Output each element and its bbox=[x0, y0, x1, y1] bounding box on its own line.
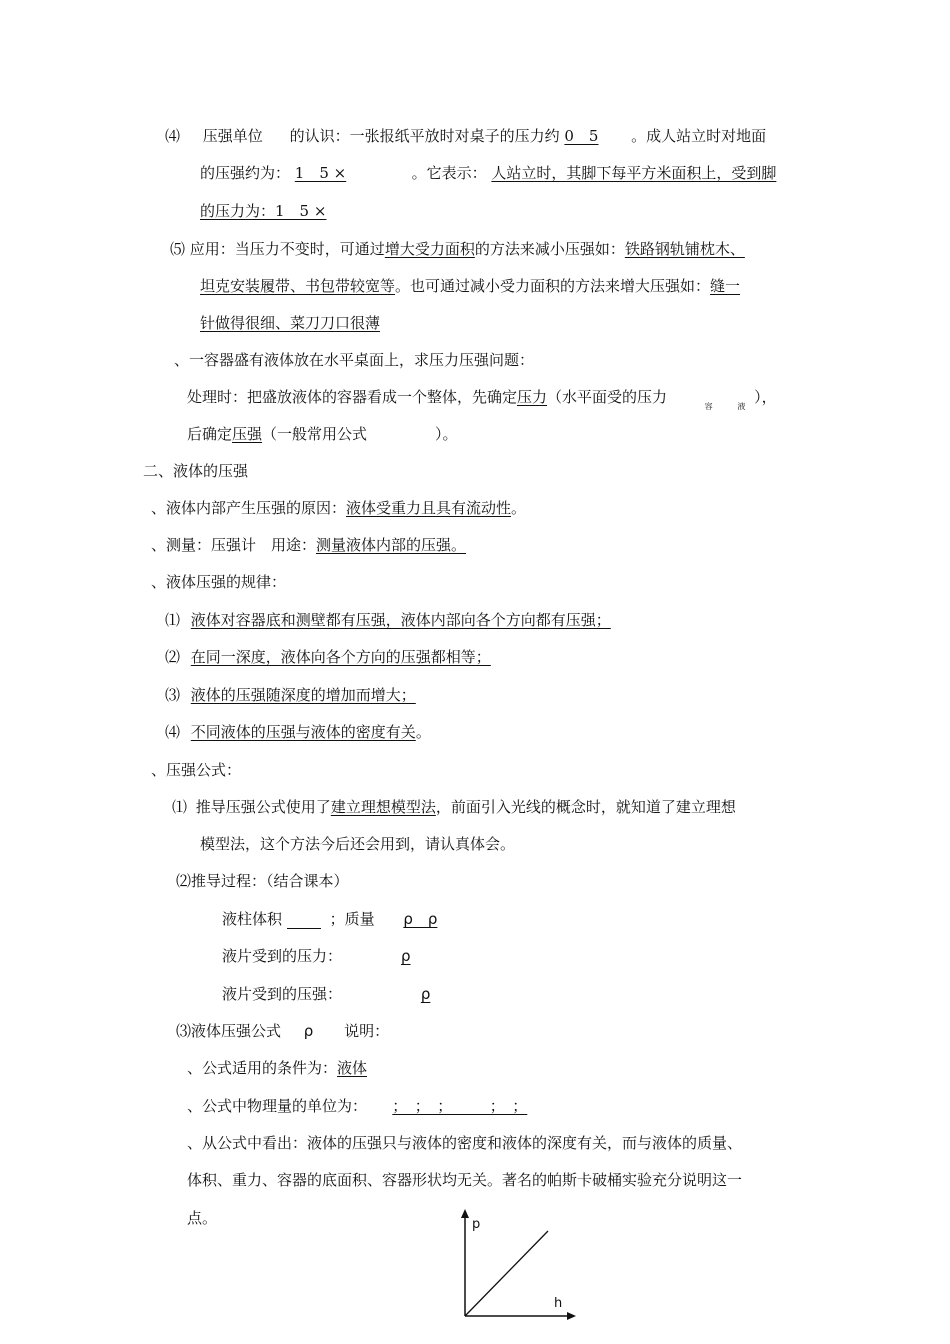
fill-blank bbox=[287, 912, 321, 929]
text: 说明： bbox=[344, 1022, 390, 1040]
formula-heading: 、压强公式： bbox=[151, 761, 242, 779]
text: （一般常用公式 bbox=[262, 425, 368, 443]
text: 、液体内部产生压强的原因： bbox=[151, 499, 347, 517]
conclusion-line2: 体积、重力、容器的底面积、容器形状均无关。著名的帕斯卡破桶实验充分说明这一 bbox=[187, 1171, 743, 1189]
text: ）， bbox=[754, 388, 777, 406]
fill-blank: 1 5 × bbox=[275, 202, 327, 220]
text: 推导压强公式使用了 bbox=[195, 798, 331, 816]
section-title: 二、液体的压强 bbox=[143, 462, 249, 480]
text: 。成人站立时对地面 bbox=[631, 127, 767, 145]
pressure-depth-graph bbox=[452, 1206, 582, 1322]
fill-blank: 0 5 bbox=[564, 127, 599, 145]
cause-line bbox=[151, 498, 526, 518]
text: ）。 bbox=[435, 425, 458, 443]
item-number: ⑷ bbox=[165, 723, 181, 741]
underlined-answer: 针做得很细、菜刀刀口很薄 bbox=[200, 314, 381, 332]
text: （水平面受的压力 bbox=[547, 388, 668, 406]
rho-symbol: ρ bbox=[303, 1022, 314, 1040]
text: ；质量 bbox=[329, 910, 375, 928]
text: 、公式适用的条件为： bbox=[187, 1059, 338, 1077]
text: 压强单位 bbox=[202, 127, 263, 145]
text: 、测量：压强计 用途： bbox=[151, 536, 317, 554]
derivation-volume bbox=[222, 909, 461, 929]
y-axis-label: p bbox=[472, 1217, 481, 1232]
item-number: ⑸ bbox=[170, 240, 186, 258]
item-number: ⑴ bbox=[165, 611, 181, 629]
text: 的方法来减小压强如： bbox=[474, 240, 625, 258]
formula1-line1 bbox=[172, 797, 736, 817]
subscript: 容 bbox=[704, 402, 713, 411]
x-axis-label: h bbox=[554, 1296, 563, 1311]
item4-line3 bbox=[200, 201, 369, 221]
underlined-answer: 不同液体的压强与液体的密度有关 bbox=[190, 723, 416, 741]
item-number: ⑶ bbox=[165, 686, 181, 704]
law-heading: 、液体压强的规律： bbox=[151, 573, 287, 591]
text: 的压强约为： bbox=[200, 164, 291, 182]
item-number: ⑷ bbox=[165, 127, 181, 145]
derivation-force bbox=[222, 946, 465, 966]
underlined-answer: 压强 bbox=[232, 425, 263, 443]
underlined-answer: 液体受重力且具有流动性 bbox=[346, 499, 512, 517]
fill-blank: 1 5 × bbox=[294, 164, 347, 182]
pressure-line bbox=[465, 1231, 548, 1316]
fill-blank: ρ bbox=[401, 947, 411, 965]
derivation-pressure bbox=[222, 984, 442, 1004]
underlined-answer: 液体 bbox=[337, 1059, 368, 1077]
item5-line1 bbox=[170, 239, 745, 259]
text: 。 bbox=[511, 499, 527, 517]
text: 应用：当压力不变时，可通过 bbox=[189, 240, 385, 258]
conclusion-line1: 、从公式中看出：液体的压强只与液体的密度和液体的深度有关，而与液体的质量、 bbox=[187, 1134, 743, 1152]
underlined-answer: 铁路钢轨铺枕木、 bbox=[624, 240, 745, 258]
item4-line2 bbox=[200, 163, 776, 183]
measure-line bbox=[151, 535, 466, 555]
underlined-answer: 液体的压强随深度的增加而增大； bbox=[190, 686, 416, 704]
text: 液柱体积 bbox=[222, 910, 283, 928]
text: 。 bbox=[415, 723, 431, 741]
x-axis-arrow bbox=[567, 1312, 576, 1320]
text: 。它表示： bbox=[411, 164, 487, 182]
item5-line3 bbox=[200, 313, 380, 333]
text: 液片受到的压力： bbox=[222, 947, 343, 965]
underlined-answer: 增大受力面积 bbox=[384, 240, 475, 258]
underlined-answer: 人站立时，其脚下每平方米面积上，受到脚 bbox=[491, 164, 777, 182]
text: 液片受到的压强： bbox=[222, 985, 343, 1003]
subscript: 液 bbox=[737, 402, 746, 411]
law-item bbox=[165, 647, 491, 667]
law-item bbox=[165, 685, 416, 705]
underlined-answer: 测量液体内部的压强。 bbox=[316, 536, 467, 554]
units-line bbox=[187, 1096, 548, 1116]
container-line1 bbox=[187, 387, 777, 410]
formula1-line2: 模型法，这个方法今后还会用到，请认真体会。 bbox=[200, 835, 516, 853]
condition-line bbox=[187, 1058, 367, 1078]
fill-blank: ； ； ； ； ； bbox=[392, 1097, 528, 1115]
text: 。也可通过减小受力面积的方法来增大压强如： bbox=[395, 277, 711, 295]
underlined-answer: 液体对容器底和测壁都有压强，液体内部向各个方向都有压强； bbox=[190, 611, 611, 629]
law-item bbox=[165, 722, 431, 742]
y-axis-arrow bbox=[461, 1209, 469, 1218]
underlined-answer: 坦克安装履带、书包带较宽等 bbox=[200, 277, 396, 295]
item-number: ⑴ bbox=[172, 798, 188, 816]
item5-line2 bbox=[200, 276, 740, 296]
fill-blank: ρ ρ bbox=[403, 910, 438, 928]
text: 、公式中物理量的单位为： bbox=[187, 1097, 368, 1115]
formula2-heading: ⑵推导过程：（结合课本） bbox=[176, 872, 349, 890]
fill-blank: ρ bbox=[420, 985, 431, 1003]
underlined-answer: 的压力为： bbox=[200, 202, 276, 220]
text: ⑶液体压强公式 bbox=[176, 1022, 282, 1040]
law-item bbox=[165, 610, 611, 630]
item4-line1 bbox=[165, 126, 766, 146]
text: 的认识：一张报纸平放时对桌子的压力约 bbox=[289, 127, 560, 145]
text: 处理时：把盛放液体的容器看成一个整体，先确定 bbox=[187, 388, 518, 406]
text: ，前面引入光线的概念时，就知道了建立理想 bbox=[435, 798, 736, 816]
underlined-answer: 在同一深度，液体向各个方向的压强都相等； bbox=[190, 648, 491, 666]
underlined-answer: 缝一 bbox=[710, 277, 741, 295]
formula3-line bbox=[176, 1021, 389, 1041]
item-number: ⑵ bbox=[165, 648, 181, 666]
conclusion-line3: 点。 bbox=[187, 1209, 218, 1227]
container-line2 bbox=[187, 424, 458, 444]
text: 后确定 bbox=[187, 425, 233, 443]
container-heading: 、一容器盛有液体放在水平桌面上，求压力压强问题： bbox=[174, 351, 535, 369]
underlined-answer: 建立理想模型法 bbox=[330, 798, 436, 816]
underlined-answer: 压力 bbox=[517, 388, 548, 406]
